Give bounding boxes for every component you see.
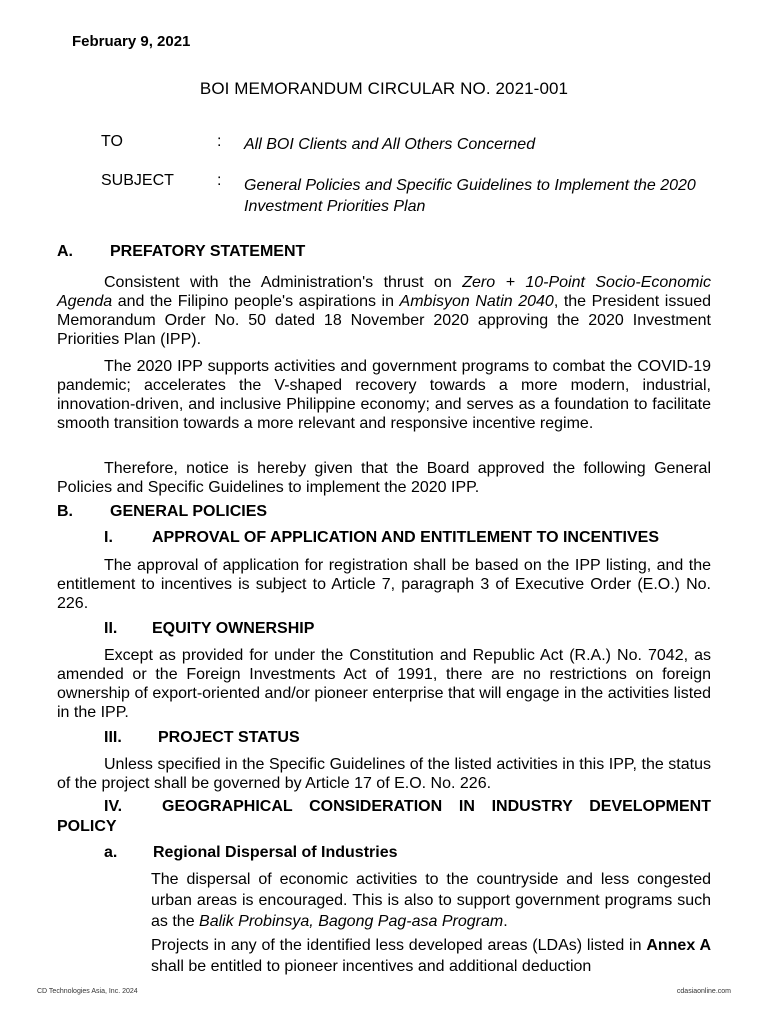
subsection-iv-number: IV. xyxy=(104,798,123,815)
agenda-name: Zero + 10-Point Socio-Economic Agenda xyxy=(57,274,711,310)
subsection-i-text: The approval of application for registration shall be based on the IPP listing, and the entitlement to incentives is subject to Article 7, paragraph 3 of Executive Order (E.O.) No. 226. xyxy=(57,557,711,612)
footer-publisher: CD Technologies Asia, Inc. 2024 xyxy=(37,988,138,995)
section-a-heading: PREFATORY STATEMENT xyxy=(110,243,306,260)
ambisyon-name: Ambisyon Natin 2040 xyxy=(399,293,554,310)
prefatory-paragraph-3: Therefore, notice is hereby given that the Board approved the following General Policies and Specific Guidelines to implement the 2020 IPP. xyxy=(57,460,711,496)
subsection-iii-heading: PROJECT STATUS xyxy=(158,729,300,746)
subsection-ii-text: Except as provided for under the Constitution and Republic Act (R.A.) No. 7042, as amended or the Foreign Investments Act of 1991, there are no restrictions on foreign ownership of export-oriented and/or pioneer enterprise that will engage in the activities listed in the IPP. xyxy=(57,647,711,721)
prefatory-paragraph-2: The 2020 IPP supports activities and government programs to combat the COVID-19 pandemic; accelerates the V-shaped recovery towards a more modern, industrial, innovation-driven, and inclusive Philippine economy; and serves as a foundation to facilitate smooth transition towards a more relevant and responsive incentive regime. xyxy=(57,358,711,432)
to-colon: : xyxy=(217,133,222,150)
footer-website: cdasiaonline.com xyxy=(676,988,731,995)
item-a-letter: a. xyxy=(104,844,118,861)
prefatory-paragraph-1: Consistent with the Administration's thrust on Zero + 10-Point Socio-Economic Agenda and the Filipino people's aspirations in Ambisyon Natin 2040, the President issued Memorandum Order No. 50 dated 18 November 2020 approving the 2020 Investment Priorities Plan (IPP). xyxy=(57,274,712,348)
to-value: All BOI Clients and All Others Concerned xyxy=(244,136,536,153)
to-label: TO xyxy=(101,133,123,150)
section-b-letter: B. xyxy=(57,503,73,520)
item-a-heading: Regional Dispersal of Industries xyxy=(153,844,398,861)
subject-line-2: Investment Priorities Plan xyxy=(244,198,426,215)
subsection-ii-heading: EQUITY OWNERSHIP xyxy=(152,620,315,637)
section-a-letter: A. xyxy=(57,243,73,260)
subsection-iv-heading-cont: POLICY xyxy=(57,818,117,835)
subsection-ii-number: II. xyxy=(104,620,118,637)
subsection-i-number: I. xyxy=(104,529,113,546)
program-name: Balik Probinsya, Bagong Pag-asa Program xyxy=(199,913,504,930)
subsection-iii-number: III. xyxy=(104,729,122,746)
document-title: BOI MEMORANDUM CIRCULAR NO. 2021-001 xyxy=(199,79,569,98)
subsection-i-heading: APPROVAL OF APPLICATION AND ENTITLEMENT TO INCENTIVES xyxy=(152,529,659,546)
section-b-heading: GENERAL POLICIES xyxy=(110,503,268,520)
annex-a-reference: Annex A xyxy=(646,937,711,954)
subject-colon: : xyxy=(217,172,222,189)
subject-value xyxy=(244,175,724,217)
subsection-iii-text: Unless specified in the Specific Guidelines of the listed activities in this IPP, the status of the project shall be governed by Article 17 of E.O. No. 226. xyxy=(57,756,711,792)
subject-line-1: General Policies and Specific Guidelines to Implement the 2020 xyxy=(244,177,696,194)
document-date: February 9, 2021 xyxy=(72,33,191,50)
regional-dispersal-paragraph-2: Projects in any of the identified less developed areas (LDAs) listed in Annex A shall be entitled to pioneer incentives and additional deduction xyxy=(151,937,711,975)
subsection-iv-heading: GEOGRAPHICAL CONSIDERATION IN INDUSTRY DEVELOPMENT xyxy=(162,798,711,815)
regional-dispersal-paragraph-1: The dispersal of economic activities to the countryside and less congested urban areas is encouraged. This is also to support government programs such as the Balik Probinsya, Bagong Pag-asa Program. xyxy=(151,871,711,930)
subject-label: SUBJECT xyxy=(101,172,174,189)
